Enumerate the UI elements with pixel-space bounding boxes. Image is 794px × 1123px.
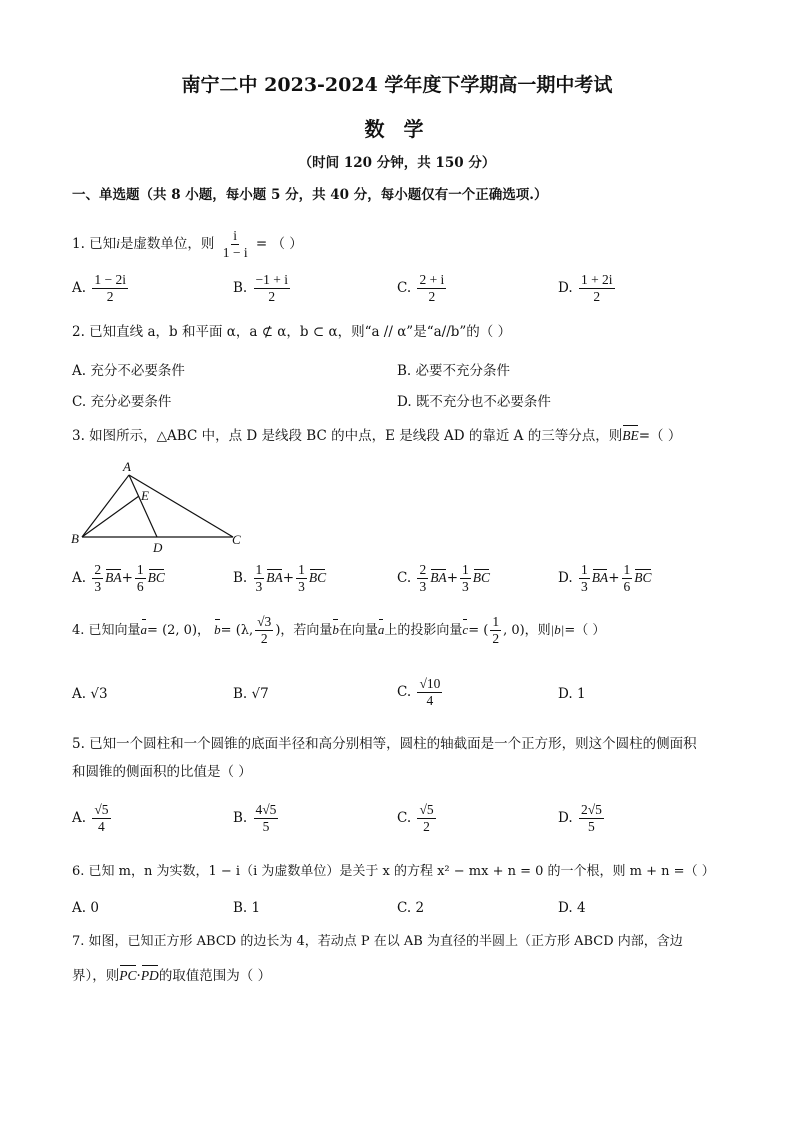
exam-title: 南宁二中 2023-2024 学年度下学期高一期中考试 xyxy=(181,74,613,96)
question-2: 2. 已知直线 a，b 和平面 α，a ⊄ α，b ⊂ α，则“a // α”是“a//b”的（ ） xyxy=(72,324,512,340)
q3-text: 3. 如图所示，△ABC 中，点 D 是线段 BC 的中点，E 是线段 AD 的靠近 A 的三等分点，则 xyxy=(72,428,623,444)
q3-vector: BE xyxy=(622,426,639,446)
q1-tail: = （ ） xyxy=(255,236,303,252)
question-3 xyxy=(72,426,681,446)
q3-option-a[interactable]: A. $\frac{2}{3}$ BA+ $\frac{1}{6}$ BC xyxy=(72,562,165,594)
q5-option-b[interactable]: B. $\frac{4√5}{5}$ xyxy=(233,802,277,834)
q3-tail: =（ ） xyxy=(638,428,682,444)
question-5-line1: 5. 已知一个圆柱和一个圆锥的底面半径和高分别相等，圆柱的轴截面是一个正方形，则这个圆柱的侧面积 xyxy=(72,736,697,752)
triangle-figure xyxy=(68,456,253,556)
side-ab xyxy=(82,475,129,537)
question-5-line2: 和圆锥的侧面积的比值是（ ） xyxy=(72,764,252,780)
label-c: C xyxy=(232,532,241,547)
q6-option-a[interactable]: A. 0 xyxy=(72,900,99,916)
q1-option-d[interactable]: D. $\frac{1 + 2i}{2}$ xyxy=(558,272,613,304)
label-e: E xyxy=(141,488,149,503)
label-a: A xyxy=(123,459,131,474)
q1-text: 是虚数单位，则 xyxy=(119,236,215,252)
q4-option-c[interactable]: C. $\frac{√10}{4}$ xyxy=(397,676,441,708)
q1-option-b[interactable]: B. $\frac{-1 + i}{2}$ xyxy=(233,272,288,304)
q3-option-b[interactable]: B. $\frac{1}{3}$ BA+ $\frac{1}{3}$ BC xyxy=(233,562,327,594)
q6-option-b[interactable]: B. 1 xyxy=(233,900,261,916)
q2-option-a[interactable]: A. 充分不必要条件 xyxy=(72,363,185,379)
q5-option-d[interactable]: D. $\frac{2√5}{5}$ xyxy=(558,802,602,834)
q2-option-b[interactable]: B. 必要不充分条件 xyxy=(397,363,511,379)
q5-option-c[interactable]: C. $\frac{√5}{2}$ xyxy=(397,802,434,834)
q1-option-a[interactable]: A. $\frac{1 - 2i}{2}$ xyxy=(72,272,126,304)
q1-var: i xyxy=(116,236,120,251)
subject-title: 数 学 xyxy=(364,117,430,141)
q4-option-d[interactable]: D. 1 xyxy=(558,686,586,702)
q4-option-a[interactable]: A. √3 xyxy=(72,686,108,702)
q2-option-c[interactable]: C. 充分必要条件 xyxy=(72,394,172,410)
time-limit: （时间 120 分钟，共 150 分） xyxy=(298,155,496,171)
side-ac xyxy=(129,475,233,537)
q6-option-c[interactable]: C. 2 xyxy=(397,900,425,916)
q1-option-c[interactable]: C. $\frac{2 + i}{2}$ xyxy=(397,272,445,304)
question-1 xyxy=(72,228,303,261)
segment-ad xyxy=(129,475,157,537)
q6-option-d[interactable]: D. 4 xyxy=(558,900,586,916)
section-heading: 一、单选题（共 8 小题，每小题 5 分，共 40 分，每小题仅有一个正确选项.） xyxy=(72,187,548,203)
q5-option-a[interactable]: A. $\frac{√5}{4}$ xyxy=(72,802,109,834)
q2-option-d[interactable]: D. 既不充分也不必要条件 xyxy=(397,394,551,410)
question-6: 6. 已知 m，n 为实数，1 − i（i 为虚数单位）是关于 x 的方程 x² − mx + n = 0 的一个根，则 m + n =（ ） xyxy=(72,864,715,879)
question-7-line1: 7. 如图，已知正方形 ABCD 的边长为 4，若动点 P 在以 AB 为直径的半圆上（正方形 ABCD 内部，含边 xyxy=(72,934,683,949)
label-b: B xyxy=(71,531,79,546)
question-7-line2: 界），则PC·PD的取值范围为（ ） xyxy=(72,968,272,984)
q3-option-d[interactable]: D. $\frac{1}{3}$ BA+ $\frac{1}{6}$ BC xyxy=(558,562,652,594)
q1-fraction: $\frac{i}{1 - i}$ xyxy=(222,228,248,260)
q3-option-c[interactable]: C. $\frac{2}{3}$ BA+ $\frac{1}{3}$ BC xyxy=(397,562,491,594)
segment-be xyxy=(82,496,139,537)
question-4: 4. 已知向量a= (2, 0)， b= (λ, $\frac{√3}{2}$ )，若向量b在向量a上的投影向量c= ( $\frac{1}{2}$ , 0)，则|b|=（ ） xyxy=(72,614,606,646)
label-d: D xyxy=(153,540,163,555)
q4-option-b[interactable]: B. √7 xyxy=(233,686,269,702)
q1-text: 1. 已知 xyxy=(72,236,117,252)
